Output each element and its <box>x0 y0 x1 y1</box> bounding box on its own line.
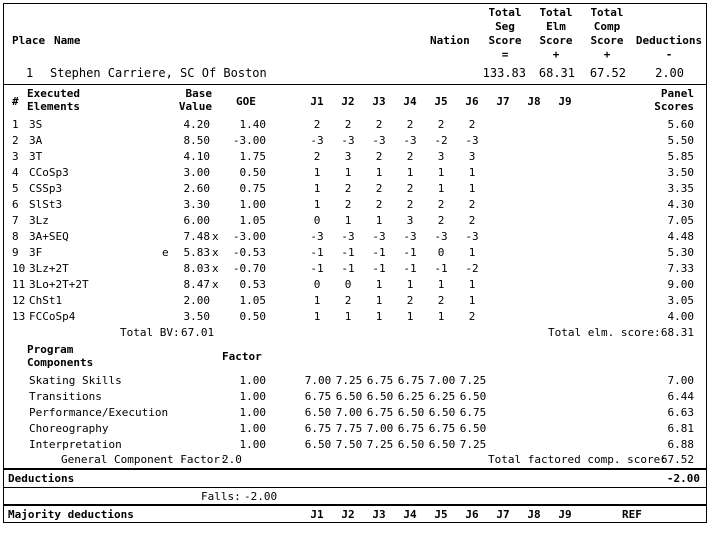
element-code: 3A+SEQ <box>29 230 69 243</box>
judge-mark: 2 <box>468 198 476 211</box>
element-base-value: 4.10 <box>183 150 210 163</box>
element-number: 13 <box>12 310 26 323</box>
pc-header: Program <box>27 343 74 356</box>
judge-mark: 1 <box>344 310 352 323</box>
tes-header-line: + <box>552 48 560 61</box>
element-code: 3A <box>29 134 43 147</box>
component-name: Performance/Execution <box>29 406 169 419</box>
element-goe: 0.53 <box>239 278 266 291</box>
element-number: 9 <box>12 246 19 259</box>
judge-mark: 1 <box>468 278 476 291</box>
judge-mark: 6.75 <box>459 406 487 419</box>
judge-mark: 6.25 <box>428 390 456 403</box>
element-number: 10 <box>12 262 26 275</box>
component-factor: 1.00 <box>239 406 266 419</box>
judge-mark: 6.75 <box>366 374 394 387</box>
element-base-value: 8.50 <box>183 134 210 147</box>
component-factor: 1.00 <box>239 422 266 435</box>
skater-deductions: 2.00 <box>655 66 684 80</box>
element-panel-score: 5.30 <box>667 246 694 259</box>
judge-mark: -1 <box>310 262 324 275</box>
element-number: 1 <box>12 118 19 131</box>
element-panel-score: 3.05 <box>667 294 694 307</box>
element-number: 4 <box>12 166 19 179</box>
total-elm-value: 68.31 <box>660 326 694 339</box>
judge-mark: 2 <box>344 294 352 307</box>
el-base-header: Value <box>178 100 212 113</box>
element-goe: 0.50 <box>239 166 266 179</box>
judge-mark: 6.50 <box>397 438 425 451</box>
deductions-label: Deductions <box>8 472 75 485</box>
element-code: FCCoSp4 <box>29 310 76 323</box>
el-goe-header: GOE <box>236 95 256 108</box>
tss-header-line: Score <box>488 34 522 47</box>
majority-judge-label: J3 <box>372 508 386 521</box>
element-bonus-mark: x <box>212 262 219 275</box>
judge-mark: 1 <box>313 310 321 323</box>
judge-mark: 1 <box>344 166 352 179</box>
element-base-value: 3.00 <box>183 166 210 179</box>
element-bonus-mark: x <box>212 246 219 259</box>
judge-mark: 2 <box>406 182 414 195</box>
element-code: 3Lz+2T <box>29 262 69 275</box>
divider <box>4 468 706 470</box>
element-goe: -3.00 <box>232 134 266 147</box>
majority-judge-label: J7 <box>496 508 510 521</box>
judge-mark: 2 <box>406 294 414 307</box>
gcf-label: General Component Factor: <box>61 453 227 466</box>
judge-mark: -3 <box>310 134 324 147</box>
judge-mark: 7.25 <box>366 438 394 451</box>
element-number: 8 <box>12 230 19 243</box>
judge-mark: 7.50 <box>335 438 363 451</box>
judge-mark: 6.75 <box>428 422 456 435</box>
judge-mark: 2 <box>313 150 321 163</box>
judge-mark: 0 <box>313 278 321 291</box>
element-goe: -0.70 <box>232 262 266 275</box>
judge-mark: 1 <box>313 182 321 195</box>
ded-header-line: Deductions <box>635 34 703 47</box>
element-code: 3Lz <box>29 214 49 227</box>
element-base-value: 8.47 <box>183 278 210 291</box>
tss-header-line: = <box>501 48 509 61</box>
component-name: Transitions <box>29 390 102 403</box>
element-bonus-mark: x <box>212 278 219 291</box>
judge-mark: 1 <box>468 246 476 259</box>
el-num-header: # <box>12 95 19 108</box>
judge-mark: 7.00 <box>335 406 363 419</box>
ref-label: REF <box>622 508 642 521</box>
total-bv-label: Total BV: <box>120 326 180 339</box>
judge-mark: 6.50 <box>459 422 487 435</box>
judge-mark: 6.50 <box>428 406 456 419</box>
element-base-value: 5.83 <box>183 246 210 259</box>
factor-header: Factor <box>222 350 262 363</box>
judge-mark: 6.50 <box>397 406 425 419</box>
judge-mark: -3 <box>465 230 479 243</box>
majority-judge-label: J2 <box>341 508 355 521</box>
pc-header: Components <box>27 356 94 369</box>
tes-header-line: Score <box>539 34 573 47</box>
component-factor: 1.00 <box>239 390 266 403</box>
judge-mark: 1 <box>375 214 383 227</box>
judge-mark: 0 <box>437 246 445 259</box>
element-code: 3T <box>29 150 43 163</box>
tss-header-line: Seg <box>495 20 515 33</box>
element-base-value: 7.48 <box>183 230 210 243</box>
skater-place: 1 <box>26 66 34 80</box>
element-base-value: 2.00 <box>183 294 210 307</box>
element-base-value: 3.30 <box>183 198 210 211</box>
judge-mark: 1 <box>313 198 321 211</box>
judge-mark: 6.25 <box>397 390 425 403</box>
judge-mark: 2 <box>437 294 445 307</box>
element-panel-score: 4.30 <box>667 198 694 211</box>
judge-mark: 2 <box>313 118 321 131</box>
skater-tss: 133.83 <box>482 66 526 80</box>
judge-mark: 1 <box>375 294 383 307</box>
judge-mark: 2 <box>375 182 383 195</box>
element-panel-score: 3.35 <box>667 182 694 195</box>
name-header: Name <box>54 34 81 47</box>
element-code: CCoSp3 <box>29 166 69 179</box>
element-panel-score: 5.85 <box>667 150 694 163</box>
component-panel-score: 6.44 <box>667 390 694 403</box>
element-panel-score: 5.50 <box>667 134 694 147</box>
element-panel-score: 4.48 <box>667 230 694 243</box>
judge-mark: -1 <box>341 262 355 275</box>
element-panel-score: 3.50 <box>667 166 694 179</box>
judge-mark: 6.50 <box>335 390 363 403</box>
total-bv-value: 67.01 <box>181 326 215 339</box>
element-panel-score: 7.05 <box>667 214 694 227</box>
skater-tes: 68.31 <box>538 66 575 80</box>
judge-mark: 1 <box>437 278 445 291</box>
judge-label: J4 <box>403 95 417 108</box>
gcf-value: 2.0 <box>222 453 242 466</box>
ded-header-line: - <box>665 48 673 61</box>
element-bonus-mark: x <box>212 230 219 243</box>
judge-mark: 2 <box>344 182 352 195</box>
judge-mark: 1 <box>437 182 445 195</box>
skater-name: Stephen Carriere, SC Of Boston <box>50 66 267 80</box>
element-goe: -3.00 <box>232 230 266 243</box>
judge-mark: -3 <box>341 134 355 147</box>
place-header: Place <box>12 34 46 47</box>
judge-mark: -3 <box>310 230 324 243</box>
element-number: 7 <box>12 214 19 227</box>
judge-mark: -3 <box>372 134 386 147</box>
judge-mark: 1 <box>344 214 352 227</box>
element-panel-score: 7.33 <box>667 262 694 275</box>
component-factor: 1.00 <box>239 438 266 451</box>
judge-mark: -1 <box>403 262 417 275</box>
judge-mark: 2 <box>344 118 352 131</box>
element-base-value: 2.60 <box>183 182 210 195</box>
majority-label: Majority deductions <box>8 508 134 521</box>
tss-header-line: Total <box>488 6 522 19</box>
judge-mark: -1 <box>403 246 417 259</box>
judge-mark: 7.25 <box>335 374 363 387</box>
element-goe: 1.40 <box>239 118 266 131</box>
judge-mark: -1 <box>310 246 324 259</box>
divider <box>4 84 706 85</box>
judge-mark: 7.25 <box>459 438 487 451</box>
element-number: 3 <box>12 150 19 163</box>
judge-mark: 2 <box>375 198 383 211</box>
majority-judge-label: J1 <box>310 508 324 521</box>
judge-mark: 2 <box>406 118 414 131</box>
tes-header-line: Total <box>539 6 573 19</box>
protocol-sheet <box>3 3 707 523</box>
judge-mark: 1 <box>437 310 445 323</box>
judge-mark: 7.25 <box>459 374 487 387</box>
judge-label: J3 <box>372 95 386 108</box>
judge-mark: 6.50 <box>459 390 487 403</box>
judge-mark: 6.75 <box>397 374 425 387</box>
judge-mark: 1 <box>437 166 445 179</box>
judge-mark: 1 <box>313 166 321 179</box>
judge-mark: 2 <box>406 150 414 163</box>
deductions-value: -2.00 <box>666 472 700 485</box>
component-panel-score: 6.81 <box>667 422 694 435</box>
judge-mark: -2 <box>465 262 479 275</box>
pcs-header-line: Total <box>590 6 624 19</box>
pcs-header-line: + <box>603 48 611 61</box>
element-goe: -0.53 <box>232 246 266 259</box>
judge-mark: 6.50 <box>366 390 394 403</box>
judge-mark: 6.50 <box>428 438 456 451</box>
judge-mark: 2 <box>375 118 383 131</box>
majority-judge-label: J5 <box>434 508 448 521</box>
panel-header: Scores <box>654 100 694 113</box>
judge-label: J6 <box>465 95 479 108</box>
el-exec-header: Executed <box>27 87 80 100</box>
judge-mark: 3 <box>344 150 352 163</box>
judge-mark: -1 <box>434 262 448 275</box>
skater-pcs: 67.52 <box>589 66 626 80</box>
judge-label: J5 <box>434 95 448 108</box>
component-name: Choreography <box>29 422 109 435</box>
judge-mark: 7.00 <box>366 422 394 435</box>
element-number: 2 <box>12 134 19 147</box>
judge-mark: 7.00 <box>428 374 456 387</box>
component-panel-score: 6.63 <box>667 406 694 419</box>
element-code: ChSt1 <box>29 294 63 307</box>
judge-label: J8 <box>527 95 541 108</box>
tes-header-line: Elm <box>546 20 566 33</box>
element-base-value: 6.00 <box>183 214 210 227</box>
judge-mark: 2 <box>468 310 476 323</box>
judge-label: J9 <box>558 95 572 108</box>
component-name: Skating Skills <box>29 374 122 387</box>
judge-mark: 1 <box>313 294 321 307</box>
judge-mark: 1 <box>375 278 383 291</box>
element-panel-score: 9.00 <box>667 278 694 291</box>
element-base-value: 4.20 <box>183 118 210 131</box>
judge-mark: 7.75 <box>335 422 363 435</box>
judge-mark: -1 <box>341 246 355 259</box>
component-panel-score: 7.00 <box>667 374 694 387</box>
element-code: 3F <box>29 246 43 259</box>
element-panel-score: 4.00 <box>667 310 694 323</box>
judge-label: J7 <box>496 95 510 108</box>
element-panel-score: 5.60 <box>667 118 694 131</box>
judge-mark: 3 <box>437 150 445 163</box>
judge-mark: 6.75 <box>304 390 332 403</box>
element-number: 12 <box>12 294 26 307</box>
judge-mark: 1 <box>406 310 414 323</box>
element-info: e <box>162 246 169 259</box>
judge-mark: 1 <box>406 278 414 291</box>
judge-mark: -2 <box>434 134 448 147</box>
judge-mark: -3 <box>372 230 386 243</box>
judge-mark: -3 <box>434 230 448 243</box>
judge-mark: 3 <box>468 150 476 163</box>
component-factor: 1.00 <box>239 374 266 387</box>
judge-mark: 3 <box>406 214 414 227</box>
judge-mark: 2 <box>468 118 476 131</box>
majority-judge-label: J4 <box>403 508 417 521</box>
component-name: Interpretation <box>29 438 122 451</box>
judge-mark: 6.75 <box>397 422 425 435</box>
total-elm-label: Total elm. score: <box>548 326 661 339</box>
judge-mark: 2 <box>437 118 445 131</box>
element-number: 5 <box>12 182 19 195</box>
judge-mark: -3 <box>403 134 417 147</box>
divider <box>4 504 706 506</box>
judge-label: J1 <box>310 95 324 108</box>
judge-mark: -3 <box>403 230 417 243</box>
total-factored-label: Total factored comp. score: <box>488 453 667 466</box>
falls-value: -2.00 <box>244 490 278 503</box>
el-exec-header: Elements <box>27 100 80 113</box>
judge-mark: 2 <box>437 214 445 227</box>
element-goe: 1.00 <box>239 198 266 211</box>
pcs-header-line: Score <box>590 34 624 47</box>
element-code: 3S <box>29 118 43 131</box>
element-goe: 0.75 <box>239 182 266 195</box>
element-goe: 1.05 <box>239 214 266 227</box>
majority-judge-label: J6 <box>465 508 479 521</box>
judge-mark: -1 <box>372 262 386 275</box>
element-code: CSSp3 <box>29 182 63 195</box>
judge-mark: -3 <box>341 230 355 243</box>
el-base-header: Base <box>185 87 212 100</box>
judge-mark: 2 <box>406 198 414 211</box>
judge-mark: -1 <box>372 246 386 259</box>
element-number: 11 <box>12 278 26 291</box>
judge-mark: -3 <box>465 134 479 147</box>
element-base-value: 8.03 <box>183 262 210 275</box>
judge-mark: 1 <box>468 166 476 179</box>
judge-mark: 6.50 <box>304 406 332 419</box>
falls-label: Falls: <box>201 490 241 503</box>
judge-mark: 2 <box>344 198 352 211</box>
judge-mark: 2 <box>375 150 383 163</box>
element-goe: 1.75 <box>239 150 266 163</box>
element-goe: 0.50 <box>239 310 266 323</box>
majority-judge-label: J8 <box>527 508 541 521</box>
judge-mark: 2 <box>468 214 476 227</box>
panel-header: Panel <box>660 87 694 100</box>
nation-header: Nation <box>430 34 470 47</box>
element-base-value: 3.50 <box>183 310 210 323</box>
judge-label: J2 <box>341 95 355 108</box>
judge-mark: 6.50 <box>304 438 332 451</box>
total-factored-value: 67.52 <box>660 453 694 466</box>
judge-mark: 6.75 <box>366 406 394 419</box>
divider <box>4 487 706 488</box>
judge-mark: 0 <box>313 214 321 227</box>
judge-mark: 1 <box>375 310 383 323</box>
judge-mark: 1 <box>406 166 414 179</box>
judge-mark: 2 <box>437 198 445 211</box>
judge-mark: 1 <box>468 182 476 195</box>
judge-mark: 7.00 <box>304 374 332 387</box>
judge-mark: 0 <box>344 278 352 291</box>
component-panel-score: 6.88 <box>667 438 694 451</box>
majority-judge-label: J9 <box>558 508 572 521</box>
element-number: 6 <box>12 198 19 211</box>
element-code: 3Lo+2T+2T <box>29 278 89 291</box>
judge-mark: 1 <box>375 166 383 179</box>
element-goe: 1.05 <box>239 294 266 307</box>
judge-mark: 1 <box>468 294 476 307</box>
pcs-header-line: Comp <box>593 20 621 33</box>
element-code: SlSt3 <box>29 198 63 211</box>
judge-mark: 6.75 <box>304 422 332 435</box>
